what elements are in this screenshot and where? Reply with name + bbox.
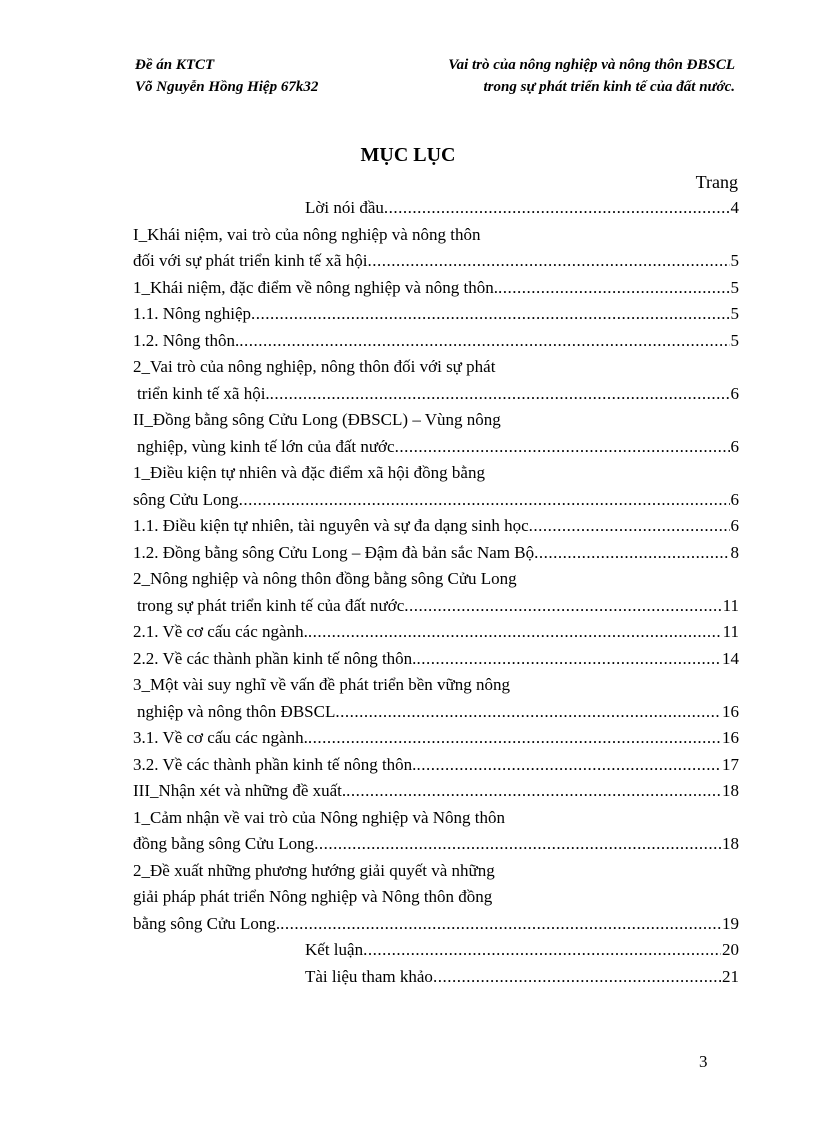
toc-entry xyxy=(133,384,739,411)
toc-entry-text: Tài liệu tham khảo xyxy=(305,966,433,986)
toc-entry xyxy=(133,357,739,384)
toc-entry-text: 2_Nông nghiệp và nông thôn đồng bằng sông Cửu Long xyxy=(133,569,517,588)
toc-entry-text: triển kinh tế xã hội. xyxy=(137,383,270,403)
toc-entry xyxy=(133,543,739,570)
toc-title: MỤC LỤC xyxy=(360,144,456,166)
toc-entry-page: 18 xyxy=(722,834,739,853)
toc-entry-text: 1_Khái niệm, đặc điểm về nông nghiệp và nông thôn. xyxy=(133,277,498,297)
toc-entry xyxy=(133,914,739,941)
toc-entry-text: sông Cửu Long xyxy=(133,489,239,509)
toc-entry-text: 1.2. Đồng bằng sông Cửu Long – Đậm đà bản sắc Nam Bộ xyxy=(133,542,535,562)
toc-entry xyxy=(133,225,739,252)
toc-entry xyxy=(133,569,739,596)
toc-entry xyxy=(133,702,739,729)
toc-entry xyxy=(133,887,739,914)
toc-entry-text: đối với sự phát triển kinh tế xã hội xyxy=(133,251,368,270)
header-author-name: Võ Nguyễn Hồng Hiệp 67k32 xyxy=(135,79,319,95)
toc-entry-text: nghiệp, vùng kinh tế lớn của đất nước xyxy=(137,436,395,456)
toc-entry-text: Lời nói đầu xyxy=(305,198,384,217)
toc-entry-text: bằng sông Cửu Long. xyxy=(133,913,281,933)
toc-entry-text: 1.1. Điều kiện tự nhiên, tài nguyên và sự đa dạng sinh học xyxy=(133,516,529,535)
toc-entry xyxy=(133,198,739,225)
dot-leader xyxy=(251,304,729,324)
toc-entry xyxy=(133,967,739,994)
dot-leader xyxy=(367,251,729,271)
toc-entry-page: 17 xyxy=(722,754,739,774)
toc-entry-page: 4 xyxy=(730,198,739,217)
header-document-subtitle: trong sự phát triển kinh tế của đất nước. xyxy=(483,79,735,95)
toc-entry-page: 8 xyxy=(730,542,739,562)
dot-leader xyxy=(308,622,722,642)
dot-leader xyxy=(395,437,730,457)
toc-entry-text: 3.1. Về cơ cấu các ngành. xyxy=(133,728,308,747)
dot-leader xyxy=(529,516,730,536)
toc-entry xyxy=(133,622,739,649)
toc-entry-text: 2.2. Về các thành phần kinh tế nông thôn. xyxy=(133,648,417,668)
toc-entry xyxy=(133,728,739,755)
toc-entry-text: 1_Cảm nhận về vai trò của Nông nghiệp và Nông thôn xyxy=(133,807,506,827)
toc-entry xyxy=(133,834,739,861)
dot-leader xyxy=(404,596,721,616)
toc-entry xyxy=(133,490,739,517)
page-column-label: Trang xyxy=(695,172,738,192)
toc-entry-text: 3.2. Về các thành phần kinh tế nông thôn. xyxy=(133,754,417,774)
dot-leader xyxy=(280,914,721,934)
dot-leader xyxy=(384,198,730,218)
toc-entry-page: 14 xyxy=(722,648,739,668)
dot-leader xyxy=(433,967,721,987)
toc-entry-page: 6 xyxy=(730,516,739,535)
table-of-contents xyxy=(133,198,739,993)
toc-entry xyxy=(133,808,739,835)
toc-entry-text: trong sự phát triển kinh tế của đất nước xyxy=(137,595,405,615)
toc-entry xyxy=(133,675,739,702)
dot-leader xyxy=(498,278,730,298)
dot-leader xyxy=(270,384,730,404)
dot-leader xyxy=(308,728,721,748)
toc-entry xyxy=(133,861,739,888)
toc-entry xyxy=(133,331,739,358)
toc-entry-page: 18 xyxy=(722,781,739,800)
toc-entry xyxy=(133,755,739,782)
toc-entry-page: 21 xyxy=(722,966,739,986)
toc-entry-page: 5 xyxy=(730,251,739,270)
toc-entry-text: nghiệp và nông thôn ĐBSCL xyxy=(137,701,336,721)
header-row-1 xyxy=(135,54,735,76)
toc-entry-page: 5 xyxy=(730,304,739,323)
dot-leader xyxy=(335,702,721,722)
toc-entry xyxy=(133,596,739,623)
toc-entry-page: 6 xyxy=(730,436,739,456)
toc-entry xyxy=(133,516,739,543)
header-row-2 xyxy=(135,76,735,98)
toc-entry-page: 16 xyxy=(722,728,739,747)
toc-entry-text: 3_Một vài suy nghĩ về vấn đề phát triển bền vững nông xyxy=(133,675,511,694)
page-number: 3 xyxy=(699,1052,708,1071)
dot-leader xyxy=(363,940,721,960)
toc-entry xyxy=(133,278,739,305)
toc-entry xyxy=(133,940,739,967)
page-header xyxy=(135,54,735,98)
toc-entry-page: 11 xyxy=(722,595,739,615)
toc-entry-page: 19 xyxy=(722,913,739,933)
toc-entry xyxy=(133,251,739,278)
toc-entry xyxy=(133,649,739,676)
toc-entry-text: giải pháp phát triển Nông nghiệp và Nông thôn đồng xyxy=(133,887,493,906)
toc-entry-page: 5 xyxy=(730,330,739,350)
toc-entry-page: 5 xyxy=(730,277,739,297)
dot-leader xyxy=(534,543,729,563)
toc-entry-page: 6 xyxy=(730,383,739,403)
toc-entry-text: II_Đồng bằng sông Cửu Long (ĐBSCL) – Vùng nông xyxy=(133,410,501,429)
dot-leader xyxy=(416,755,721,775)
toc-entry-text: 1.2. Nông thôn. xyxy=(133,330,240,350)
dot-leader xyxy=(239,331,729,351)
toc-entry-text: Kết luận xyxy=(305,940,364,959)
toc-entry-page: 6 xyxy=(730,489,739,509)
toc-entry-text: 1.1. Nông nghiệp xyxy=(133,304,252,323)
toc-entry xyxy=(133,437,739,464)
toc-entry-text: 2.1. Về cơ cấu các ngành. xyxy=(133,622,308,641)
toc-entry xyxy=(133,463,739,490)
toc-entry-text: đồng bằng sông Cửu Long xyxy=(133,834,315,853)
toc-entry xyxy=(133,410,739,437)
toc-entry-text: I_Khái niệm, vai trò của nông nghiệp và nông thôn xyxy=(133,224,481,244)
toc-entry xyxy=(133,304,739,331)
toc-entry-text: 2_Vai trò của nông nghiệp, nông thôn đối với sự phát xyxy=(133,357,496,376)
dot-leader xyxy=(416,649,721,669)
toc-entry-page: 11 xyxy=(722,622,739,641)
toc-entry-page: 16 xyxy=(722,701,739,721)
dot-leader xyxy=(314,834,721,854)
dot-leader xyxy=(239,490,730,510)
dot-leader xyxy=(346,781,721,801)
header-document-title: Vai trò của nông nghiệp và nông thôn ĐBSCL xyxy=(448,57,735,73)
toc-entry xyxy=(133,781,739,808)
toc-entry-text: 2_Đề xuất những phương hướng giải quyết và những xyxy=(133,860,495,880)
toc-entry-text: 1_Điều kiện tự nhiên và đặc điểm xã hội đồng bằng xyxy=(133,463,485,482)
toc-entry-page: 20 xyxy=(722,940,739,959)
toc-entry-text: III_Nhận xét và những đề xuất. xyxy=(133,781,347,800)
header-project-label: Đề án KTCT xyxy=(135,57,215,73)
